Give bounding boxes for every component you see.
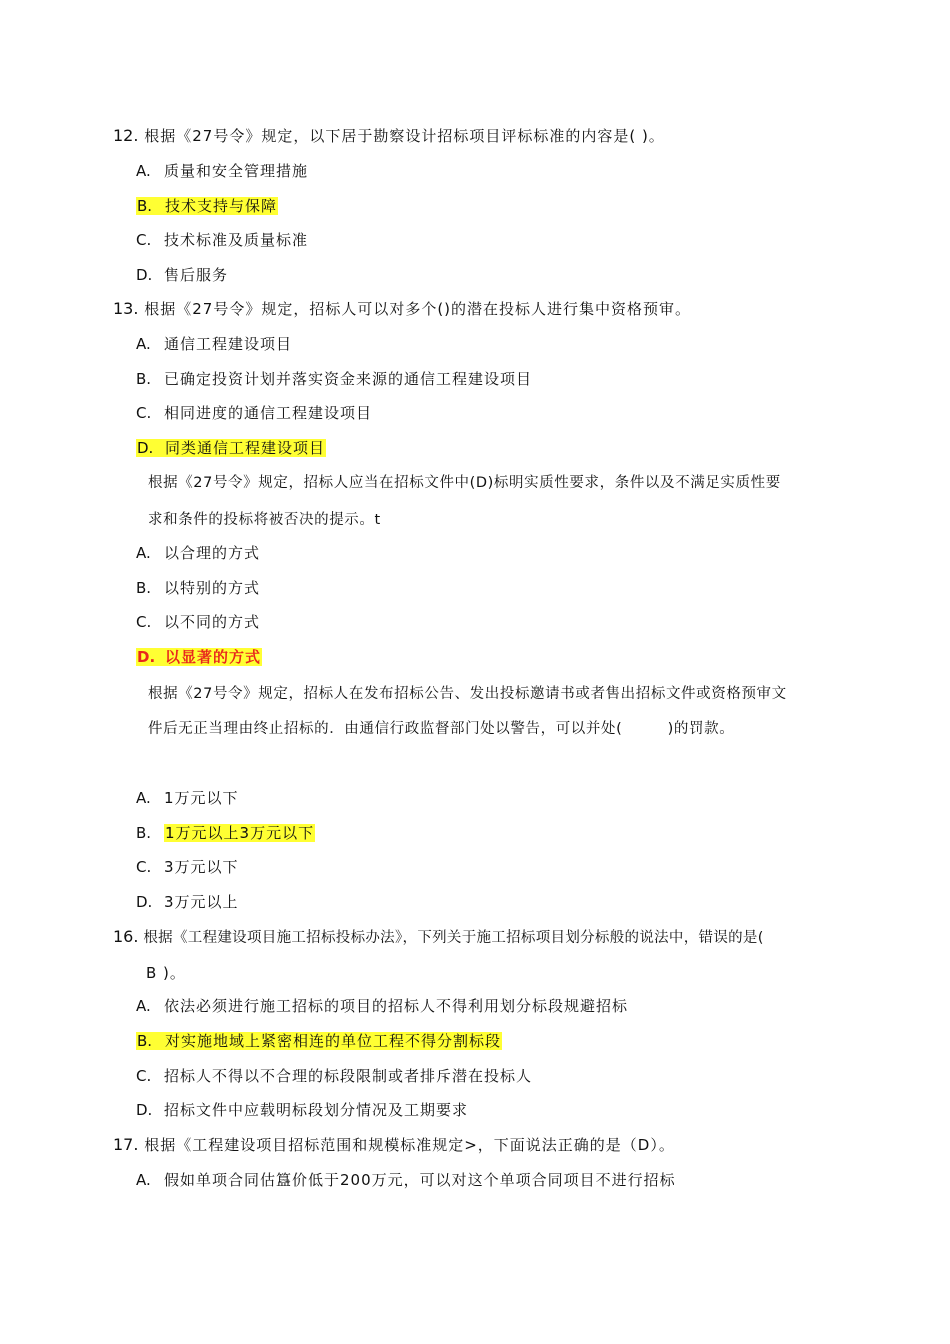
option-text: 3万元以下 bbox=[164, 858, 239, 876]
question-16-stem-line2: B )。 bbox=[146, 964, 186, 982]
option-letter: C. bbox=[136, 231, 152, 249]
question-15-stem-line2: 件后无正当理由终止招标的．由通信行政监督部门处以警告，可以并处( )的罚款。 bbox=[148, 721, 735, 737]
option-14-c bbox=[136, 612, 260, 632]
option-letter: C. bbox=[136, 613, 152, 631]
option-text-highlighted: 对实施地域上紧密相连的单位工程不得分割标段 bbox=[165, 1032, 502, 1050]
option-letter: A. bbox=[136, 1171, 151, 1189]
option-text: 3万元以上 bbox=[164, 893, 239, 911]
option-text-highlighted: 1万元以上3万元以下 bbox=[165, 824, 315, 842]
question-17-stem bbox=[113, 1135, 675, 1155]
option-letter: C. bbox=[136, 858, 152, 876]
option-letter: C. bbox=[136, 1067, 152, 1085]
option-letter: A. bbox=[136, 544, 151, 562]
option-text: 以特别的方式 bbox=[164, 579, 261, 597]
option-15-a bbox=[136, 788, 239, 808]
option-text: 售后服务 bbox=[164, 266, 229, 284]
option-13-d bbox=[136, 438, 326, 458]
question-number: 12. bbox=[113, 126, 139, 145]
question-16-stem-line1 bbox=[113, 927, 764, 948]
question-15-stem-line1: 根据《27号令》规定，招标人在发布招标公告、发出投标邀请书或者售出招标文件或资格预审文 bbox=[148, 686, 787, 702]
question-text: 根据《工程建设项目招标范围和规模标准规定>，下面说法正确的是（D）。 bbox=[144, 1136, 675, 1154]
option-16-d bbox=[136, 1100, 468, 1120]
option-13-b bbox=[136, 369, 532, 389]
option-15-b bbox=[136, 823, 315, 843]
option-12-b bbox=[136, 196, 278, 216]
option-text: 1万元以下 bbox=[164, 789, 239, 807]
option-14-b bbox=[136, 578, 260, 598]
option-14-a bbox=[136, 543, 260, 563]
option-letter: B. bbox=[136, 824, 152, 842]
option-13-c bbox=[136, 403, 372, 423]
option-letter: B. bbox=[136, 579, 152, 597]
question-13-stem bbox=[113, 299, 691, 319]
question-number: 16. bbox=[113, 927, 139, 946]
option-text: 以合理的方式 bbox=[164, 544, 261, 562]
option-letter: B. bbox=[137, 197, 153, 215]
option-letter: A. bbox=[136, 997, 151, 1015]
option-16-c bbox=[136, 1066, 532, 1086]
option-text-highlighted: 技术支持与保障 bbox=[165, 197, 278, 215]
question-text: 根据《27号令》规定，招标人可以对多个()的潜在投标人进行集中资格预审。 bbox=[144, 300, 692, 318]
option-12-d bbox=[136, 265, 228, 285]
option-letter: A. bbox=[136, 789, 151, 807]
option-17-a bbox=[136, 1170, 676, 1190]
option-letter: B. bbox=[136, 370, 152, 388]
option-letter: A. bbox=[136, 162, 151, 180]
question-14-stem-line1: 根据《27号令》规定，招标人应当在招标文件中(D)标明实质性要求，条件以及不满足实质性要 bbox=[148, 475, 781, 491]
option-text: 依法必须进行施工招标的项目的招标人不得利用划分标段规避招标 bbox=[164, 997, 629, 1015]
question-12-stem bbox=[113, 126, 665, 146]
option-15-d bbox=[136, 892, 239, 912]
question-14-stem-line2: 求和条件的投标将被否决的提示。t bbox=[148, 512, 381, 528]
option-text-highlighted: 同类通信工程建设项目 bbox=[165, 439, 326, 457]
option-letter: B. bbox=[137, 1032, 153, 1050]
question-number: 13. bbox=[113, 299, 139, 318]
option-16-a bbox=[136, 996, 628, 1016]
option-letter: D. bbox=[136, 893, 153, 911]
option-text: 招标文件中应载明标段划分情况及工期要求 bbox=[164, 1101, 469, 1119]
option-text: 通信工程建设项目 bbox=[164, 335, 293, 353]
option-text-highlighted: 以显著的方式 bbox=[165, 648, 262, 666]
option-letter: D. bbox=[136, 266, 153, 284]
option-text: 招标人不得以不合理的标段限制或者排斥潜在投标人 bbox=[164, 1067, 533, 1085]
option-letter: D. bbox=[136, 1101, 153, 1119]
question-text: 根据《27号令》规定，以下居于勘察设计招标项目评标标准的内容是( )。 bbox=[144, 127, 665, 145]
option-12-a bbox=[136, 161, 308, 181]
option-text: 技术标准及质量标准 bbox=[164, 231, 309, 249]
option-letter: C. bbox=[136, 404, 152, 422]
option-letter: A. bbox=[136, 335, 151, 353]
option-text: 质量和安全管理措施 bbox=[164, 162, 309, 180]
option-15-c bbox=[136, 857, 239, 877]
question-text: 根据《工程建设项目施工招标投标办法》，下列关于施工招标项目划分标般的说法中，错误的是( bbox=[143, 930, 764, 946]
question-number: 17. bbox=[113, 1135, 139, 1154]
option-13-a bbox=[136, 334, 292, 354]
option-text: 已确定投资计划并落实资金来源的通信工程建设项目 bbox=[164, 370, 533, 388]
option-12-c bbox=[136, 230, 308, 250]
option-letter: D. bbox=[137, 648, 156, 666]
option-text: 以不同的方式 bbox=[164, 613, 261, 631]
option-16-b bbox=[136, 1031, 502, 1051]
option-text: 相同进度的通信工程建设项目 bbox=[164, 404, 373, 422]
option-14-d bbox=[136, 647, 262, 667]
option-text: 假如单项合同估簋价低于200万元，可以对这个单项合同项目不进行招标 bbox=[164, 1171, 676, 1189]
option-letter: D. bbox=[137, 439, 154, 457]
